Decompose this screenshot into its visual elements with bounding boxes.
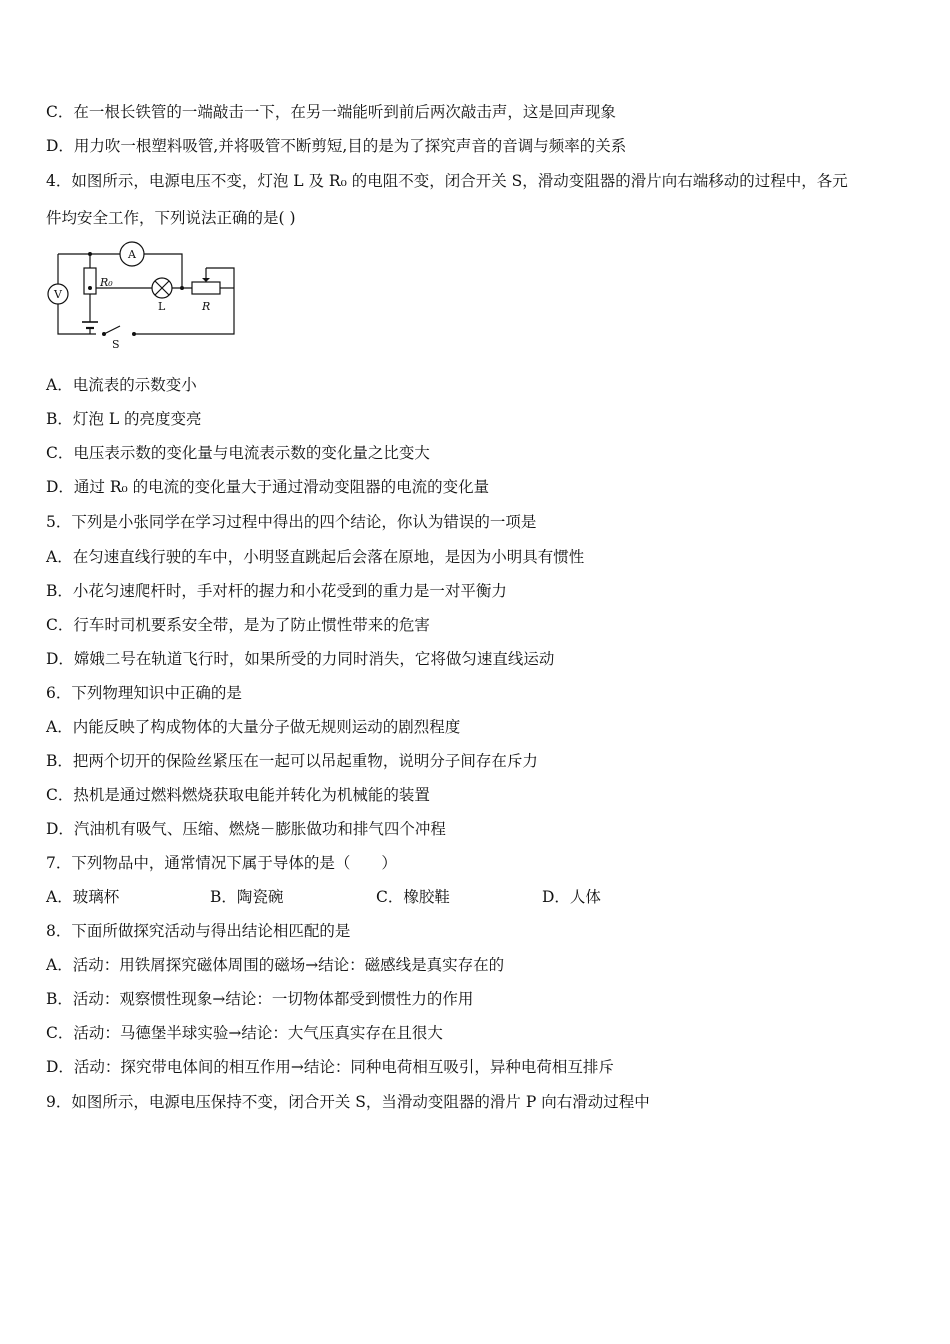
- q8-option-c: C．活动：马德堡半球实验→结论：大气压真实存在且很大: [46, 1024, 443, 1042]
- switch-contact: [132, 332, 136, 336]
- q7-option-c: C．橡胶鞋: [376, 888, 450, 906]
- q4-option-a: A．电流表的示数变小: [46, 376, 197, 394]
- q7-stem: 7．下列物品中，通常情况下属于导体的是（ ）: [46, 854, 397, 872]
- rheostat-icon: [192, 282, 220, 294]
- q4-option-b: B．灯泡 L 的亮度变亮: [46, 410, 202, 428]
- q5-option-c: C．行车时司机要系安全带，是为了防止惯性带来的危害: [46, 616, 430, 634]
- q4-circuit-diagram: [44, 238, 244, 350]
- q8-option-d: D．活动：探究带电体间的相互作用→结论：同种电荷相互吸引，异种电荷相互排斥: [46, 1058, 614, 1076]
- junction-dot: [88, 286, 92, 290]
- q8-stem: 8．下面所做探究活动与得出结论相匹配的是: [46, 922, 351, 940]
- switch-label: S: [112, 338, 120, 350]
- q7-option-a: A．玻璃杯: [46, 888, 120, 906]
- rheostat-label: R: [202, 300, 211, 313]
- lamp-label: L: [158, 300, 166, 313]
- q9-stem: 9．如图所示，电源电压保持不变，闭合开关 S，当滑动变阻器的滑片 P 向右滑动过程中: [46, 1093, 650, 1111]
- resistor-r0-label: R₀: [100, 276, 113, 289]
- q6-option-b: B．把两个切开的保险丝紧压在一起可以吊起重物，说明分子间存在斥力: [46, 752, 538, 770]
- q6-option-a: A．内能反映了构成物体的大量分子做无规则运动的剧烈程度: [46, 718, 461, 736]
- q5-option-a: A．在匀速直线行驶的车中，小明竖直跳起后会落在原地，是因为小明具有惯性: [46, 548, 585, 566]
- q3-option-c: C．在一根长铁管的一端敲击一下，在另一端能听到前后两次敲击声，这是回声现象: [46, 103, 616, 121]
- ammeter-label: A: [128, 248, 136, 261]
- q5-option-d: D．嫦娥二号在轨道飞行时，如果所受的力同时消失，它将做匀速直线运动: [46, 650, 555, 668]
- q6-stem: 6．下列物理知识中正确的是: [46, 684, 242, 702]
- voltmeter-label: V: [54, 288, 62, 301]
- junction-dot: [88, 252, 92, 256]
- q6-option-c: C．热机是通过燃料燃烧获取电能并转化为机械能的装置: [46, 786, 430, 804]
- q8-option-b: B．活动：观察惯性现象→结论：一切物体都受到惯性力的作用: [46, 990, 474, 1008]
- q5-option-b: B．小花匀速爬杆时，手对杆的握力和小花受到的重力是一对平衡力: [46, 582, 507, 600]
- switch-contact: [102, 332, 106, 336]
- q8-option-a: A．活动：用铁屑探究磁体周围的磁场→结论：磁感线是真实存在的: [46, 956, 505, 974]
- q6-option-d: D．汽油机有吸气、压缩、燃烧－膨胀做功和排气四个冲程: [46, 820, 446, 838]
- q4-stem-line1: 4．如图所示，电源电压不变，灯泡 L 及 R₀ 的电阻不变，闭合开关 S，滑动变阻器的滑片向右端移动的过程中，各元: [46, 172, 848, 190]
- q4-stem-line2: 件均安全工作，下列说法正确的是( ): [46, 209, 296, 227]
- q7-option-b: B．陶瓷碗: [210, 888, 284, 906]
- q7-option-d: D．人体: [542, 888, 601, 906]
- q5-stem: 5．下列是小张同学在学习过程中得出的四个结论，你认为错误的一项是: [46, 513, 537, 531]
- rheostat-slider-arrow: [202, 278, 210, 282]
- resistor-r0-icon: [84, 268, 96, 294]
- junction-dot: [180, 286, 184, 290]
- q7-options-row: [46, 887, 601, 907]
- q3-option-d: D．用力吹一根塑料吸管,并将吸管不断剪短,目的是为了探究声音的音调与频率的关系: [46, 137, 627, 155]
- q4-option-c: C．电压表示数的变化量与电流表示数的变化量之比变大: [46, 444, 430, 462]
- wire-bottom-right: [134, 268, 234, 334]
- switch-blade: [104, 326, 120, 334]
- q4-option-d: D．通过 R₀ 的电流的变化量大于通过滑动变阻器的电流的变化量: [46, 478, 490, 496]
